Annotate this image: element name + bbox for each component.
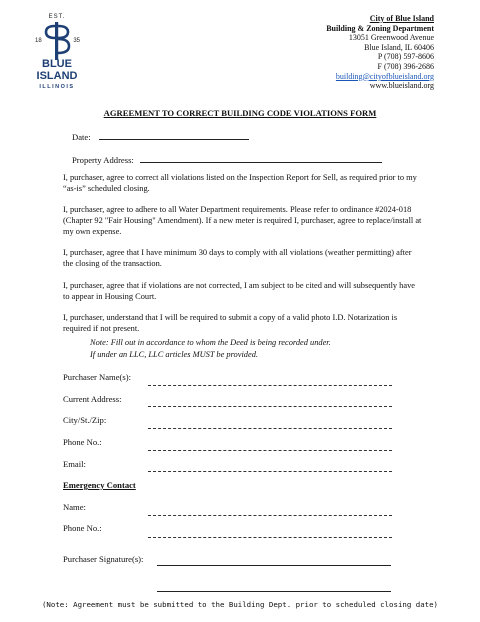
agreement-paragraph-4: I, purchaser, agree that if violations are not corrected, I am subject to be cited and will subsequently have to appear in Housing Court.	[63, 281, 415, 301]
website-text: www.blueisland.org	[369, 81, 434, 91]
signature-line-1[interactable]	[157, 565, 391, 566]
note-line-2: If under an LLC, LLC articles MUST be provided.	[90, 350, 258, 359]
emergency-contact-heading: Emergency Contact	[63, 480, 136, 490]
phone-number: P (708) 597-8606	[377, 52, 434, 62]
property-address-label: Property Address:	[72, 155, 134, 165]
date-label: Date:	[72, 132, 91, 142]
purchaser-signature-label: Purchaser Signature(s):	[63, 554, 144, 564]
department-address-block	[326, 14, 434, 91]
city-name: City of Blue Island	[369, 14, 434, 23]
form-title: AGREEMENT TO CORRECT BUILDING CODE VIOLATIONS FORM	[103, 108, 377, 118]
street-address: 13051 Greenwood Avenue	[348, 33, 434, 43]
property-address-input-line[interactable]	[140, 153, 382, 163]
purchaser-names-input-line[interactable]	[148, 385, 392, 386]
emergency-name-input-line[interactable]	[148, 515, 392, 516]
city-state-zip: Blue Island, IL 60406	[364, 42, 434, 52]
email-label: Email:	[63, 459, 86, 469]
phone-label: Phone No.:	[63, 437, 102, 447]
current-address-label: Current Address:	[63, 394, 122, 404]
logo-est: EST.	[48, 14, 66, 20]
emergency-phone-label: Phone No.:	[63, 523, 102, 533]
note-line-1: Note: Fill out in accordance to whom the Deed is being recorded under.	[90, 338, 331, 347]
footer-note: (Note: Agreement must be submitted to the Building Dept. prior to scheduled closing date)	[41, 600, 438, 609]
logo-year-right: 35	[73, 38, 80, 44]
agreement-paragraph-1: I, purchaser, agree to correct all violations listed on the Inspection Report for Sell, as required prior to my “as-is” scheduled closing.	[63, 173, 417, 193]
city-st-zip-input-line[interactable]	[148, 428, 392, 429]
blue-island-logo	[26, 14, 88, 94]
agreement-paragraph-3: I, purchaser, agree that I have minimum 30 days to comply with all violations (weather permitting) after the closing of the transaction.	[63, 248, 412, 268]
bi-monogram-icon	[43, 22, 71, 60]
logo-year-left: 18	[35, 38, 42, 44]
purchaser-names-label: Purchaser Name(s):	[63, 372, 132, 382]
department-name: Building & Zoning Department	[326, 23, 434, 33]
date-row	[72, 130, 249, 142]
city-st-zip-label: City/St./Zip:	[63, 415, 107, 425]
emergency-phone-input-line[interactable]	[148, 537, 392, 538]
logo-text-blue: BLUE	[42, 58, 72, 70]
current-address-input-line[interactable]	[148, 406, 392, 407]
fax-number: F (708) 396-2686	[377, 61, 434, 71]
logo-text-illinois: ILLINOIS	[39, 84, 75, 90]
phone-input-line[interactable]	[148, 450, 392, 451]
agreement-paragraph-5: I, purchaser, understand that I will be required to submit a copy of a valid photo I.D. Notarization is required if not present.	[63, 313, 398, 333]
agreement-paragraph-2: I, purchaser, agree to adhere to all Water Department requirements. Please refer to ordinance #2024-018 (Chapter 92 "Fair Housing" Amendment). If a new meter is required I, purchaser, agree to replace/install at my own expense.	[63, 205, 422, 236]
email-input-line[interactable]	[148, 471, 392, 472]
email-link[interactable]: building@cityofblueisland.org	[335, 71, 434, 81]
signature-line-2[interactable]	[157, 591, 391, 592]
property-address-row	[72, 153, 382, 165]
date-input-line[interactable]	[99, 130, 249, 140]
emergency-name-label: Name:	[63, 502, 86, 512]
logo-text-island: ISLAND	[36, 70, 78, 82]
